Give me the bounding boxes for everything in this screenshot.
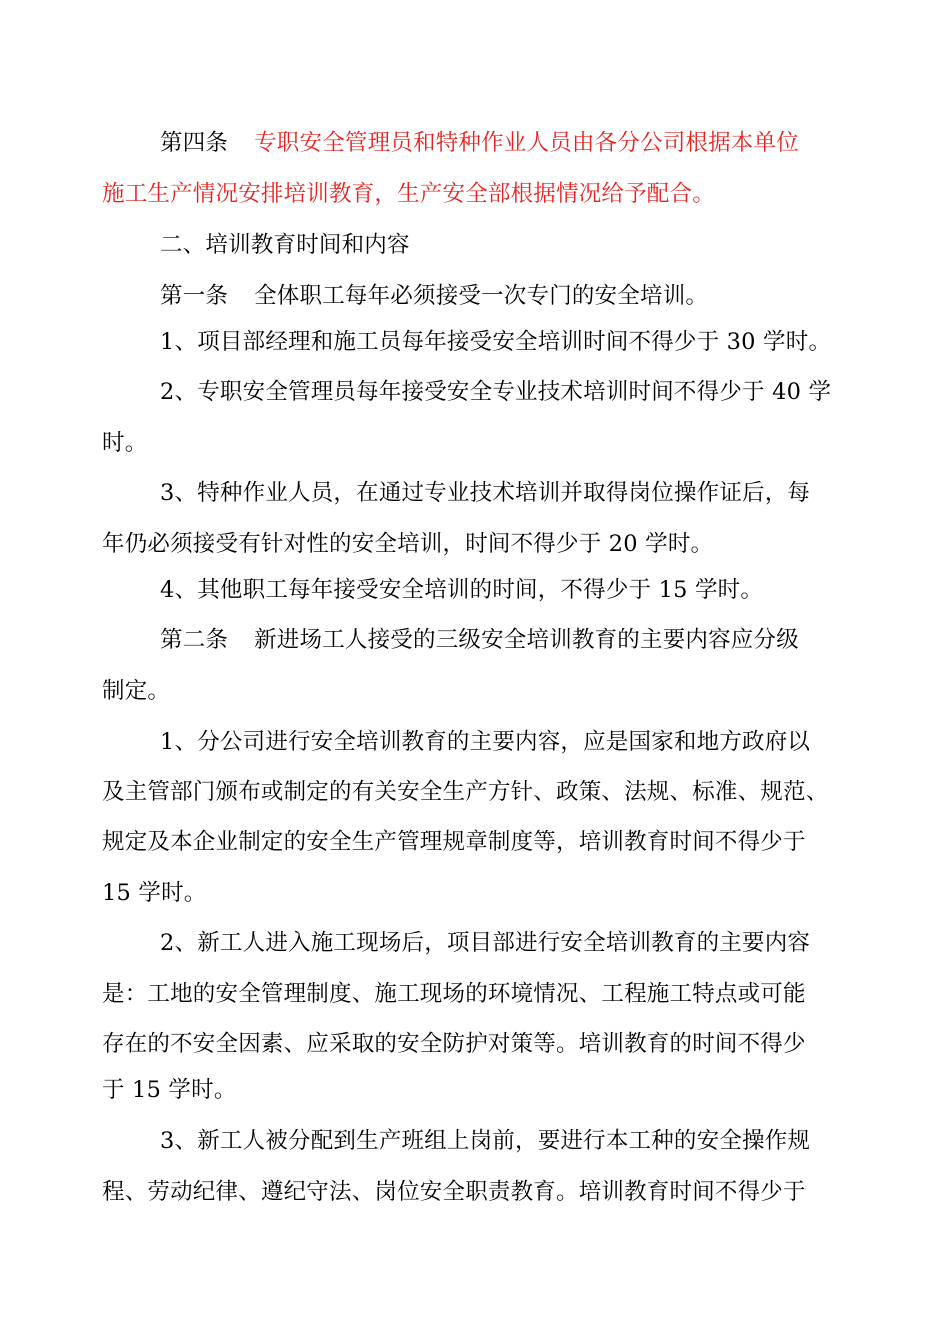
article2-line-1 [160,625,799,655]
article2-item1-line3: 规定及本企业制定的安全生产管理规章制度等，培训教育时间不得少于 [102,829,806,855]
article1-item1-line1: 1、项目部经理和施工员每年接受安全培训时间不得少于 30 学时。 [160,329,832,355]
article4-line-2: 施工生产情况安排培训教育，生产安全部根据情况给予配合。 [102,181,715,207]
section-heading: 二、培训教育时间和内容 [160,232,410,258]
article1-item3-line1: 3、特种作业人员，在通过专业技术培训并取得岗位操作证后，每 [160,480,811,506]
article1-item4-line1: 4、其他职工每年接受安全培训的时间，不得少于 15 学时。 [160,577,764,603]
article2-item1-line1: 1、分公司进行安全培训教育的主要内容，应是国家和地方政府以 [160,729,811,755]
article1-text: 全体职工每年必须接受一次专门的安全培训。 [254,283,709,309]
article4-text-1: 专职安全管理员和特种作业人员由各分公司根据本单位 [254,130,799,156]
article2-text-1: 新进场工人接受的三级安全培训教育的主要内容应分级 [254,627,799,653]
article4-label: 第四条 [160,130,229,156]
article2-item2-line1: 2、新工人进入施工现场后，项目部进行安全培训教育的主要内容 [160,930,811,956]
article2-item1-line2: 及主管部门颁布或制定的有关安全生产方针、政策、法规、标准、规范、 [102,779,829,805]
article2-item3-line2: 程、劳动纪律、遵纪守法、岗位安全职责教育。培训教育时间不得少于 [102,1179,806,1205]
article2-line-2: 制定。 [102,678,171,704]
article2-item3-line1: 3、新工人被分配到生产班组上岗前，要进行本工种的安全操作规 [160,1128,811,1154]
article1-line [160,281,708,311]
article4-line-1 [160,128,799,158]
article1-item3-line2: 年仍必须接受有针对性的安全培训，时间不得少于 20 学时。 [102,531,714,557]
article1-item2-line2: 时。 [102,430,148,456]
article2-item2-line2: 是：工地的安全管理制度、施工现场的环境情况、工程施工特点或可能 [102,981,806,1007]
article2-item2-line3: 存在的不安全因素、应采取的安全防护对策等。培训教育的时间不得少 [102,1031,806,1057]
article1-item2-line1: 2、专职安全管理员每年接受安全专业技术培训时间不得少于 40 学 [160,379,832,405]
article2-item2-line4: 于 15 学时。 [102,1077,237,1103]
article1-label: 第一条 [160,283,229,309]
article2-label: 第二条 [160,627,229,653]
article2-item1-line4: 15 学时。 [102,880,207,906]
